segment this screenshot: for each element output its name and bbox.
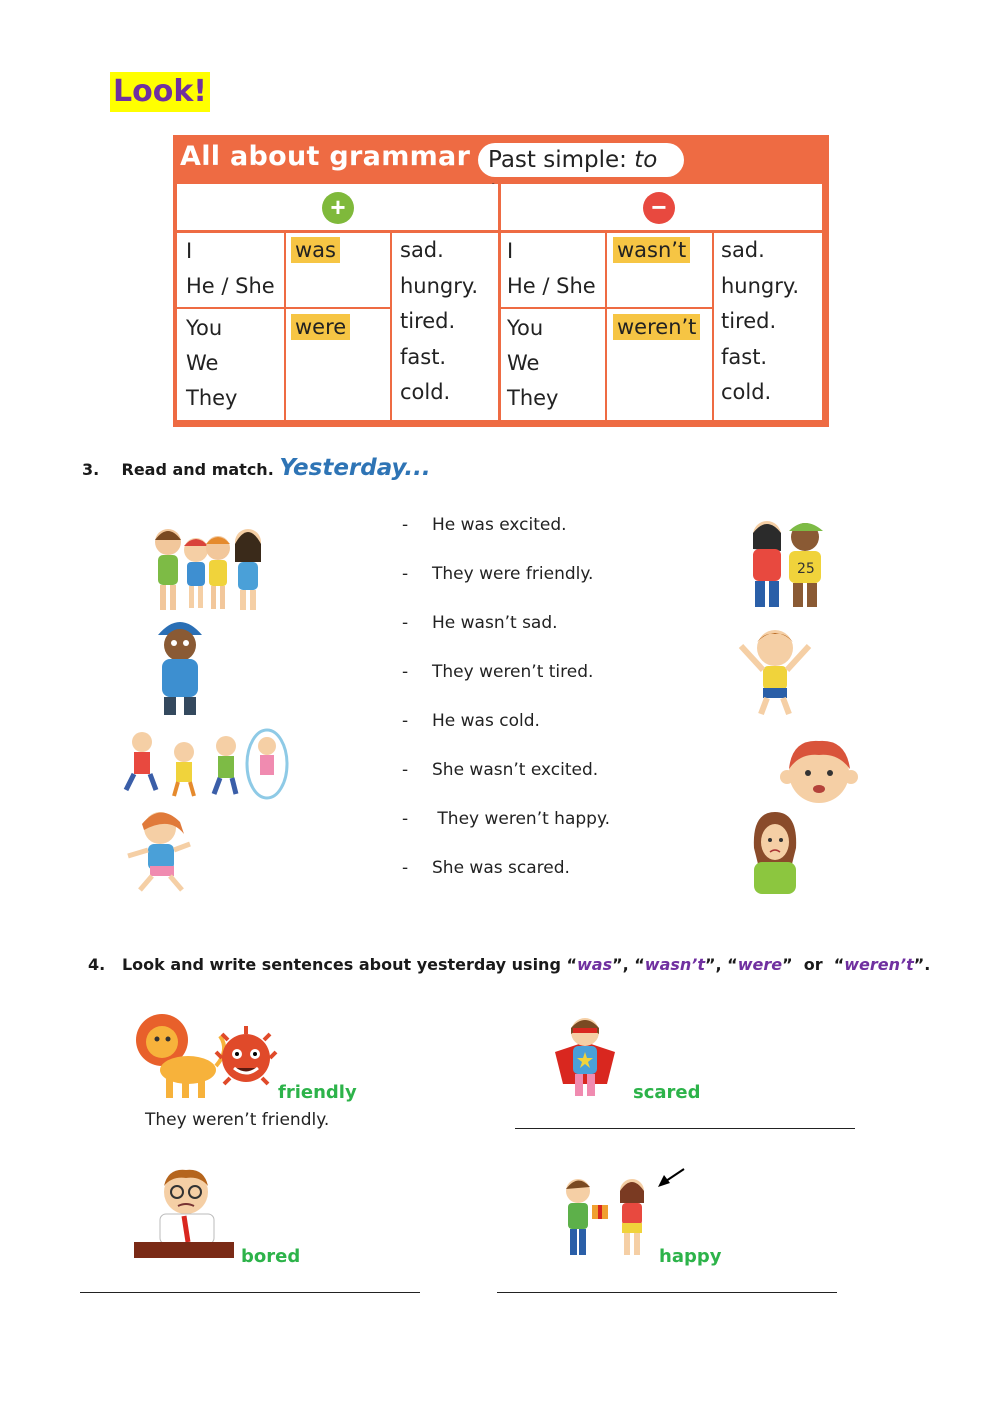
yesterday-label: Yesterday... <box>279 455 431 481</box>
match-sentence: - He was excited. <box>402 515 567 535</box>
children-group-illustration <box>148 522 268 614</box>
match-sentence: - He was cold. <box>402 711 540 731</box>
section-instruction: Look and write sentences about yesterday using “ <box>121 955 577 974</box>
two-friends-illustration <box>745 515 830 613</box>
section-number: 3. <box>82 460 100 479</box>
look-heading: Look! <box>110 72 210 112</box>
subject: He / She <box>186 274 275 298</box>
word-wasnt: wasn’t <box>644 955 705 974</box>
answer-blank-line[interactable] <box>515 1128 855 1129</box>
plus-icon: + <box>322 192 354 224</box>
lion-monster-illustration <box>132 1010 277 1102</box>
match-sentence: - They weren’t tired. <box>402 662 594 682</box>
answer-text: They weren’t friendly. <box>145 1110 330 1130</box>
subject: You <box>186 316 223 340</box>
verb-wasnt: wasn’t <box>613 237 690 263</box>
verb-were: were <box>291 314 350 340</box>
subject: We <box>507 351 540 375</box>
subject: They <box>507 386 559 410</box>
adjective: fast. <box>400 345 447 369</box>
subject: You <box>507 316 544 340</box>
adjective: hungry. <box>400 274 479 298</box>
svg-text:25: 25 <box>797 561 815 577</box>
adjective: sad. <box>721 238 765 262</box>
sad-boy-face-illustration <box>772 735 867 805</box>
match-sentence: - She wasn’t excited. <box>402 760 599 780</box>
cold-boy-illustration <box>150 615 210 720</box>
subject: They <box>186 386 238 410</box>
adjective: hungry. <box>721 274 800 298</box>
section-number: 4. <box>88 955 106 974</box>
adjective: sad. <box>400 238 444 262</box>
subject: We <box>186 351 219 375</box>
sad-girl-illustration <box>748 808 803 896</box>
answer-blank-line[interactable] <box>497 1292 837 1293</box>
section4-heading: 4. Look and write sentences about yesterday using “was”, “wasn’t”, “were” or “weren’t”. <box>88 955 931 974</box>
minus-icon: − <box>643 192 675 224</box>
grammar-pill <box>478 143 684 177</box>
subject: He / She <box>507 274 596 298</box>
scared-girl-illustration <box>120 806 200 894</box>
word-were: were <box>737 955 783 974</box>
adjective: cold. <box>400 380 451 404</box>
pill-prefix: Past simple: <box>488 147 635 173</box>
section3-heading <box>82 455 431 481</box>
adjective: tired. <box>400 309 456 333</box>
match-sentence: - She was scared. <box>402 858 570 878</box>
adjective-label: friendly <box>278 1082 357 1103</box>
word-was: was <box>576 955 613 974</box>
adjective-label: bored <box>241 1246 301 1267</box>
superhero-girl-illustration <box>545 1012 625 1102</box>
match-sentence: - He wasn’t sad. <box>402 613 558 633</box>
match-sentence: - They weren’t happy. <box>402 809 610 829</box>
adjective: cold. <box>721 380 772 404</box>
adjective-label: happy <box>659 1246 722 1267</box>
word-werent: weren’t <box>844 955 914 974</box>
adjective: tired. <box>721 309 777 333</box>
grammar-table <box>177 184 822 420</box>
answer-blank-line[interactable] <box>80 1292 420 1293</box>
jumping-children-illustration <box>122 728 292 800</box>
bored-man-illustration <box>132 1162 237 1262</box>
adjective: fast. <box>721 345 768 369</box>
pill-italic: to <box>634 147 658 173</box>
grammar-title: All about grammar <box>180 141 471 172</box>
subject: I <box>507 239 514 263</box>
section-instruction: Read and match. <box>121 460 274 479</box>
excited-boy-illustration <box>735 618 815 718</box>
verb-werent: weren’t <box>613 314 700 340</box>
adjective-label: scared <box>633 1082 701 1103</box>
verb-was: was <box>291 237 340 263</box>
match-sentence: - They were friendly. <box>402 564 594 584</box>
subject: I <box>186 239 193 263</box>
